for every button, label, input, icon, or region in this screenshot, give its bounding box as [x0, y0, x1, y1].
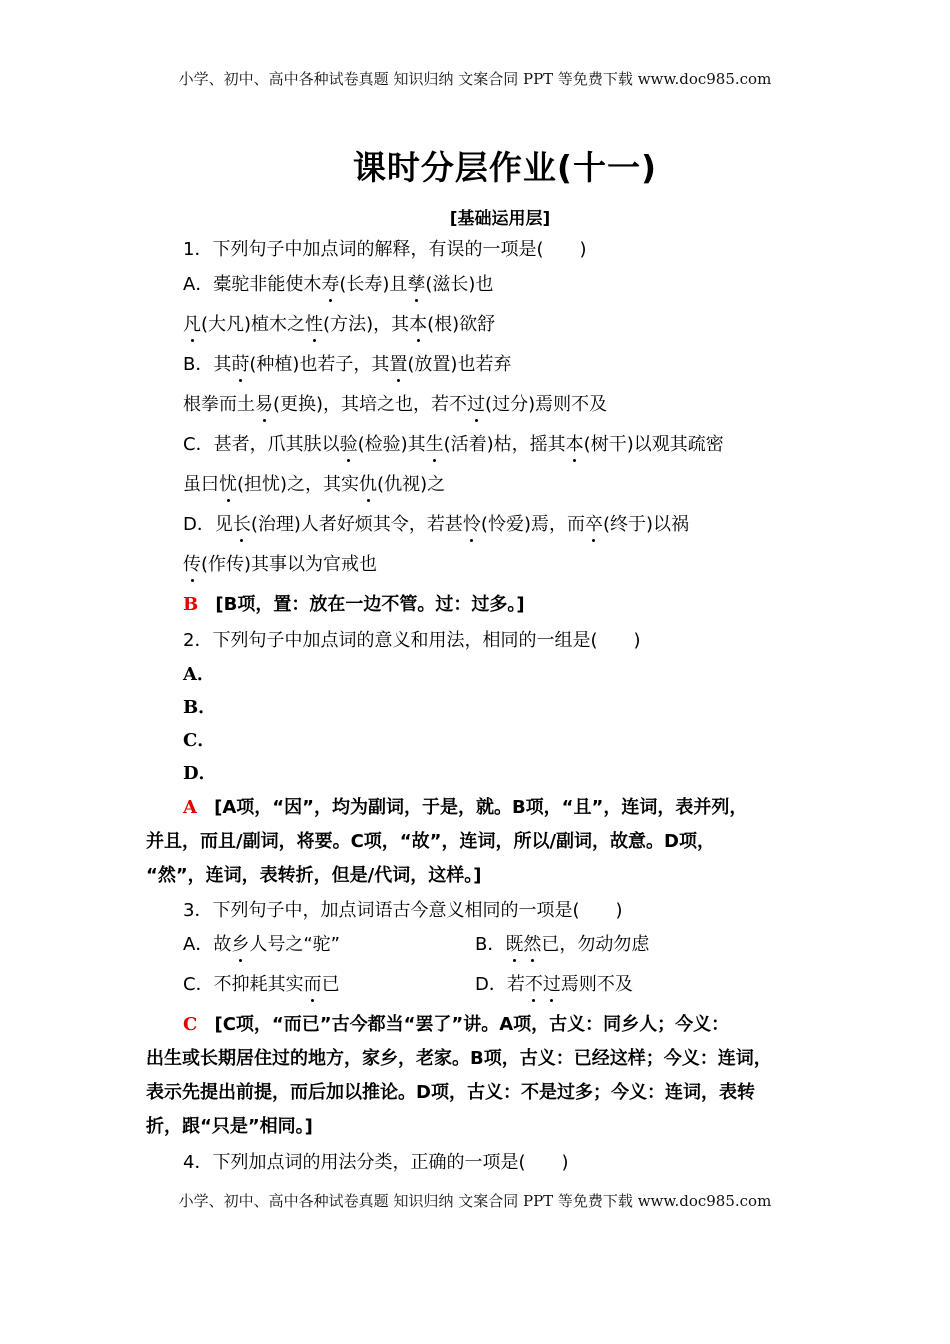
q1-option-a-line2: 凡(大凡)植木之性(方法)，其本(根)欲舒 [183, 314, 496, 335]
q1-option-c-line2: 虽曰忧(担忧)之，其实仇(仇视)之 [183, 474, 446, 495]
q2-answer-line3: “然”，连词，表转折，但是/代词，这样。] [146, 865, 482, 886]
dotted-word: 长 [232, 514, 251, 535]
dotted-word: 性 [305, 314, 324, 335]
dotted-word: 传 [183, 554, 201, 575]
dotted-word: 怜 [462, 514, 481, 535]
q3-answer-line4: 折，跟“只是”相同。] [146, 1116, 313, 1137]
q3-options-row1 [183, 933, 923, 957]
dotted-word: 孳 [407, 274, 426, 295]
dotted-word: 不 [524, 974, 543, 995]
q2-option-c: C． [183, 730, 216, 751]
q3-option-d: D．若不过焉则不及 [475, 974, 633, 995]
dotted-word: 而 [303, 974, 322, 995]
q1-option-a-line1: A．橐驼非能使木寿(长寿)且孳(滋长)也 [183, 274, 494, 295]
dotted-word: 仇 [359, 474, 378, 495]
dotted-word: 莳 [231, 354, 250, 375]
dotted-word: 卒 [584, 514, 603, 535]
answer-letter: A [183, 797, 197, 818]
dotted-word: 本 [565, 434, 584, 455]
q3-answer-line2: 出生或长期居住过的地方，家乡，老家。B项，古义：已经这样；今义：连词， [146, 1048, 772, 1069]
q1-stem: 1．下列句子中加点词的解释，有误的一项是( ) [183, 239, 587, 260]
q2-option-a: A． [183, 664, 215, 685]
q2-option-d: D． [183, 763, 217, 784]
q3-option-c: C．不抑耗其实而已 [183, 974, 340, 995]
dotted-word: 过 [542, 974, 561, 995]
q3-answer-line3: 表示先提出前提，而后加以推论。D项，古义：不是过多；今义：连词，表转 [146, 1082, 755, 1103]
dotted-word: 寿 [321, 274, 340, 295]
dotted-word: 生 [425, 434, 444, 455]
page-footer: 小学、初中、高中各种试卷真题 知识归纳 文案合同 PPT 等免费下载 www.doc985.com [178, 1192, 772, 1210]
dotted-word: 本 [409, 314, 428, 335]
section-heading: [基础运用层] [449, 209, 551, 229]
q3-answer-line1: C [C项，“而已”古今都当“罢了”讲。A项，古义：同乡人；今义： [183, 1014, 730, 1035]
dotted-word: 既 [505, 934, 524, 955]
q1-option-d-line1: D．见长(治理)人者好烦其令，若甚怜(怜爱)焉，而卒(终于)以祸 [183, 514, 690, 535]
page-title: 课时分层作业(十一) [352, 148, 658, 187]
q3-stem: 3．下列句子中，加点词语古今意义相同的一项是( ) [183, 900, 623, 921]
q3-option-a: A．故乡人号之“驼” [183, 934, 340, 955]
q4-stem: 4．下列加点词的用法分类，正确的一项是( ) [183, 1152, 569, 1173]
dotted-word: 忧 [219, 474, 237, 495]
q1-option-b-line1: B．其莳(种植)也若子，其置(放置)也若弃 [183, 354, 512, 375]
q1-option-d-line2: 传(作传)其事以为官戒也 [183, 554, 378, 575]
q2-answer-line2: 并且，而且/副词，将要。C项，“故”，连词，所以/副词，故意。D项， [146, 831, 715, 852]
dotted-word: 乡 [231, 934, 250, 955]
q1-option-c-line1: C．甚者，爪其肤以验(检验)其生(活着)枯，摇其本(树干)以观其疏密 [183, 434, 724, 455]
q2-option-b: B． [183, 697, 217, 718]
q3-option-b: B．既然已，勿动勿虑 [475, 934, 650, 955]
q2-answer-line1: A [A项，“因”，均为副词，于是，就。B项，“且”，连词，表并列， [183, 797, 748, 818]
dotted-word: 易 [255, 394, 273, 415]
page-header: 小学、初中、高中各种试卷真题 知识归纳 文案合同 PPT 等免费下载 www.doc985.com [178, 70, 772, 88]
dotted-word: 凡 [183, 314, 201, 335]
dotted-word: 过 [467, 394, 486, 415]
q1-answer: B [B项，置：放在一边不管。过：过多。] [183, 594, 525, 615]
answer-letter: B [183, 594, 199, 615]
q2-stem: 2．下列句子中加点词的意义和用法，相同的一组是( ) [183, 630, 641, 651]
dotted-word: 置 [389, 354, 408, 375]
answer-letter: C [183, 1014, 198, 1035]
q3-options-row2 [183, 973, 923, 997]
q1-option-b-line2: 根拳而土易(更换)，其培之也，若不过(过分)焉则不及 [183, 394, 608, 415]
dotted-word: 然 [523, 934, 542, 955]
dotted-word: 验 [339, 434, 358, 455]
